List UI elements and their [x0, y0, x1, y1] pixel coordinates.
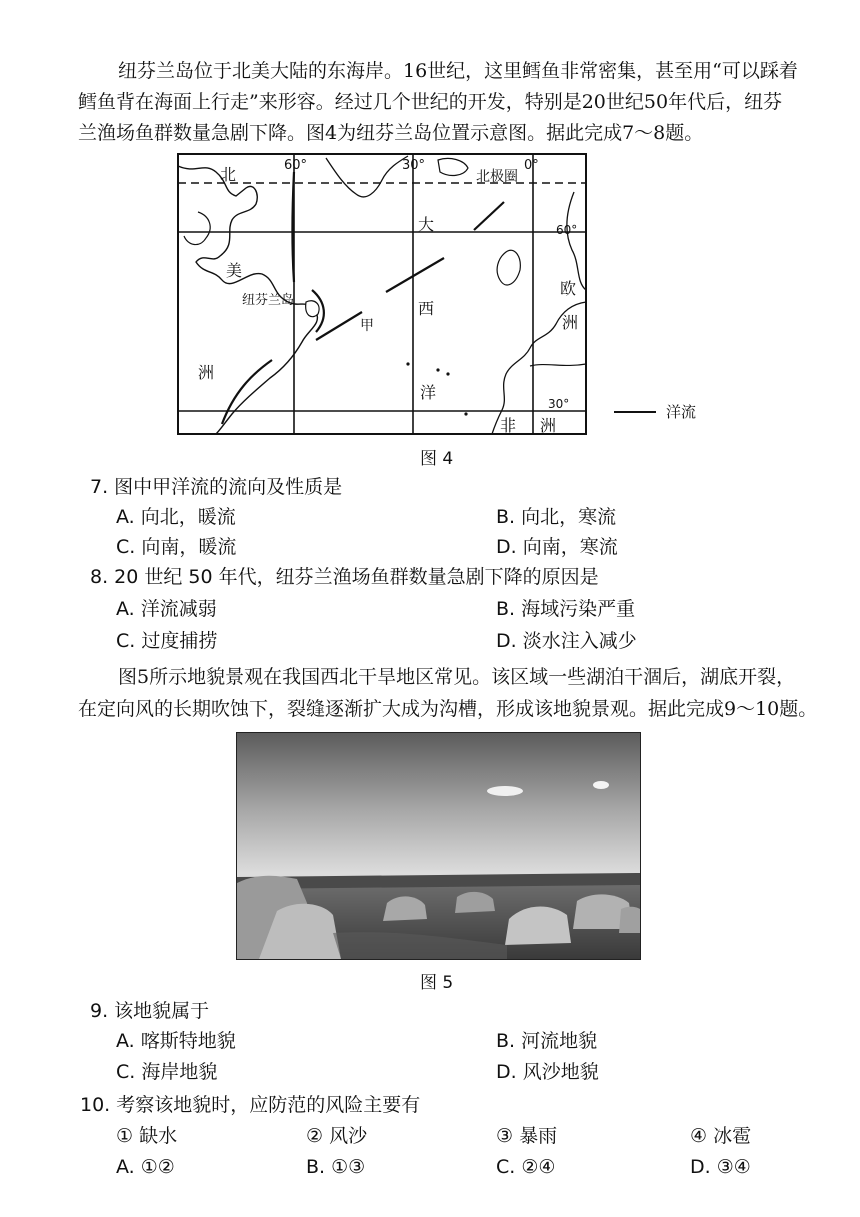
yardang-right-3 [619, 907, 640, 933]
q7-option-d[interactable]: D. 向南，寒流 [496, 536, 618, 558]
q8-option-b[interactable]: B. 海域污染严重 [496, 598, 636, 620]
figure4-caption: 图 4 [420, 449, 454, 469]
q7-option-c[interactable]: C. 向南，暖流 [116, 536, 237, 558]
label-yang: 洋 [420, 383, 437, 402]
label-da: 大 [418, 215, 435, 234]
label-newfoundland: 纽芬兰岛 [242, 293, 295, 308]
cloud-2 [593, 781, 609, 789]
q10-option-c[interactable]: C. ②④ [496, 1156, 556, 1178]
q8-option-a[interactable]: A. 洋流减弱 [116, 598, 217, 620]
figure5-photo [236, 732, 641, 960]
azores-dot-3 [446, 372, 449, 375]
cloud-1 [487, 786, 523, 796]
intro2-line2: 在定向风的长期吹蚀下，裂缝逐渐扩大成为沟槽，形成该地貌景观。据此完成9～10题。 [78, 698, 818, 720]
q10-item-2: ② 风沙 [306, 1125, 368, 1147]
q9-option-c[interactable]: C. 海岸地貌 [116, 1061, 218, 1083]
intro2-line1: 图5所示地貌景观在我国西北干旱地区常见。该区域一些湖泊干涸后，湖底开裂， [118, 666, 796, 688]
q9-option-d[interactable]: D. 风沙地貌 [496, 1061, 599, 1083]
label-mei: 美 [226, 261, 243, 280]
q9-stem: 9. 该地貌属于 [90, 1000, 210, 1022]
q10-item-3: ③ 暴雨 [496, 1125, 558, 1147]
q10-stem: 10. 考察该地貌时，应防范的风险主要有 [80, 1094, 421, 1116]
intro1-line3: 兰渔场鱼群数量急剧下降。图4为纽芬兰岛位置示意图。据此完成7～8题。 [78, 122, 704, 144]
label-lat30: 30° [548, 397, 570, 411]
label-fei-zhou: 洲 [540, 416, 557, 435]
figure4-map [176, 152, 706, 437]
q9-option-a[interactable]: A. 喀斯特地貌 [116, 1030, 236, 1052]
label-fei: 非 [500, 416, 517, 435]
q8-option-c[interactable]: C. 过度捕捞 [116, 630, 218, 652]
q7-stem: 7. 图中甲洋流的流向及性质是 [90, 476, 343, 498]
azores-dot-1 [406, 362, 409, 365]
madeira-dot [464, 412, 467, 415]
label-xi: 西 [418, 299, 435, 318]
label-jia: 甲 [360, 318, 374, 334]
q10-item-4: ④ 冰雹 [690, 1125, 752, 1147]
label-arctic: 北极圈 [476, 169, 518, 185]
q7-option-b[interactable]: B. 向北，寒流 [496, 506, 617, 528]
figure5-caption: 图 5 [420, 973, 454, 993]
q7-option-a[interactable]: A. 向北，暖流 [116, 506, 236, 528]
label-lon60: 60° [284, 158, 308, 173]
legend-current-label: 洋流 [666, 403, 697, 421]
intro1-line1: 纽芬兰岛位于北美大陆的东海岸。16世纪，这里鳕鱼非常密集，甚至用“可以踩着 [118, 60, 798, 82]
label-lon30: 30° [402, 158, 426, 173]
label-ou-zhou: 洲 [562, 313, 579, 332]
azores-dot-2 [436, 368, 439, 371]
label-lat60: 60° [556, 223, 578, 237]
q10-item-1: ① 缺水 [116, 1125, 178, 1147]
newfoundland-shape [306, 301, 319, 317]
intro1-line2: 鳕鱼背在海面上行走”来形容。经过几个世纪的开发，特别是20世纪50年代后，纽芬 [78, 91, 783, 113]
q8-stem: 8. 20 世纪 50 年代，纽芬兰渔场鱼群数量急剧下降的原因是 [90, 566, 599, 588]
q8-option-d[interactable]: D. 淡水注入减少 [496, 630, 637, 652]
q10-option-d[interactable]: D. ③④ [690, 1156, 751, 1178]
label-ou: 欧 [560, 279, 577, 298]
label-bei: 北 [220, 165, 237, 184]
q9-option-b[interactable]: B. 河流地貌 [496, 1030, 598, 1052]
label-zhou-na: 洲 [198, 363, 215, 382]
label-lon0: 0° [524, 158, 539, 173]
q10-option-a[interactable]: A. ①② [116, 1156, 175, 1178]
q10-option-b[interactable]: B. ①③ [306, 1156, 366, 1178]
